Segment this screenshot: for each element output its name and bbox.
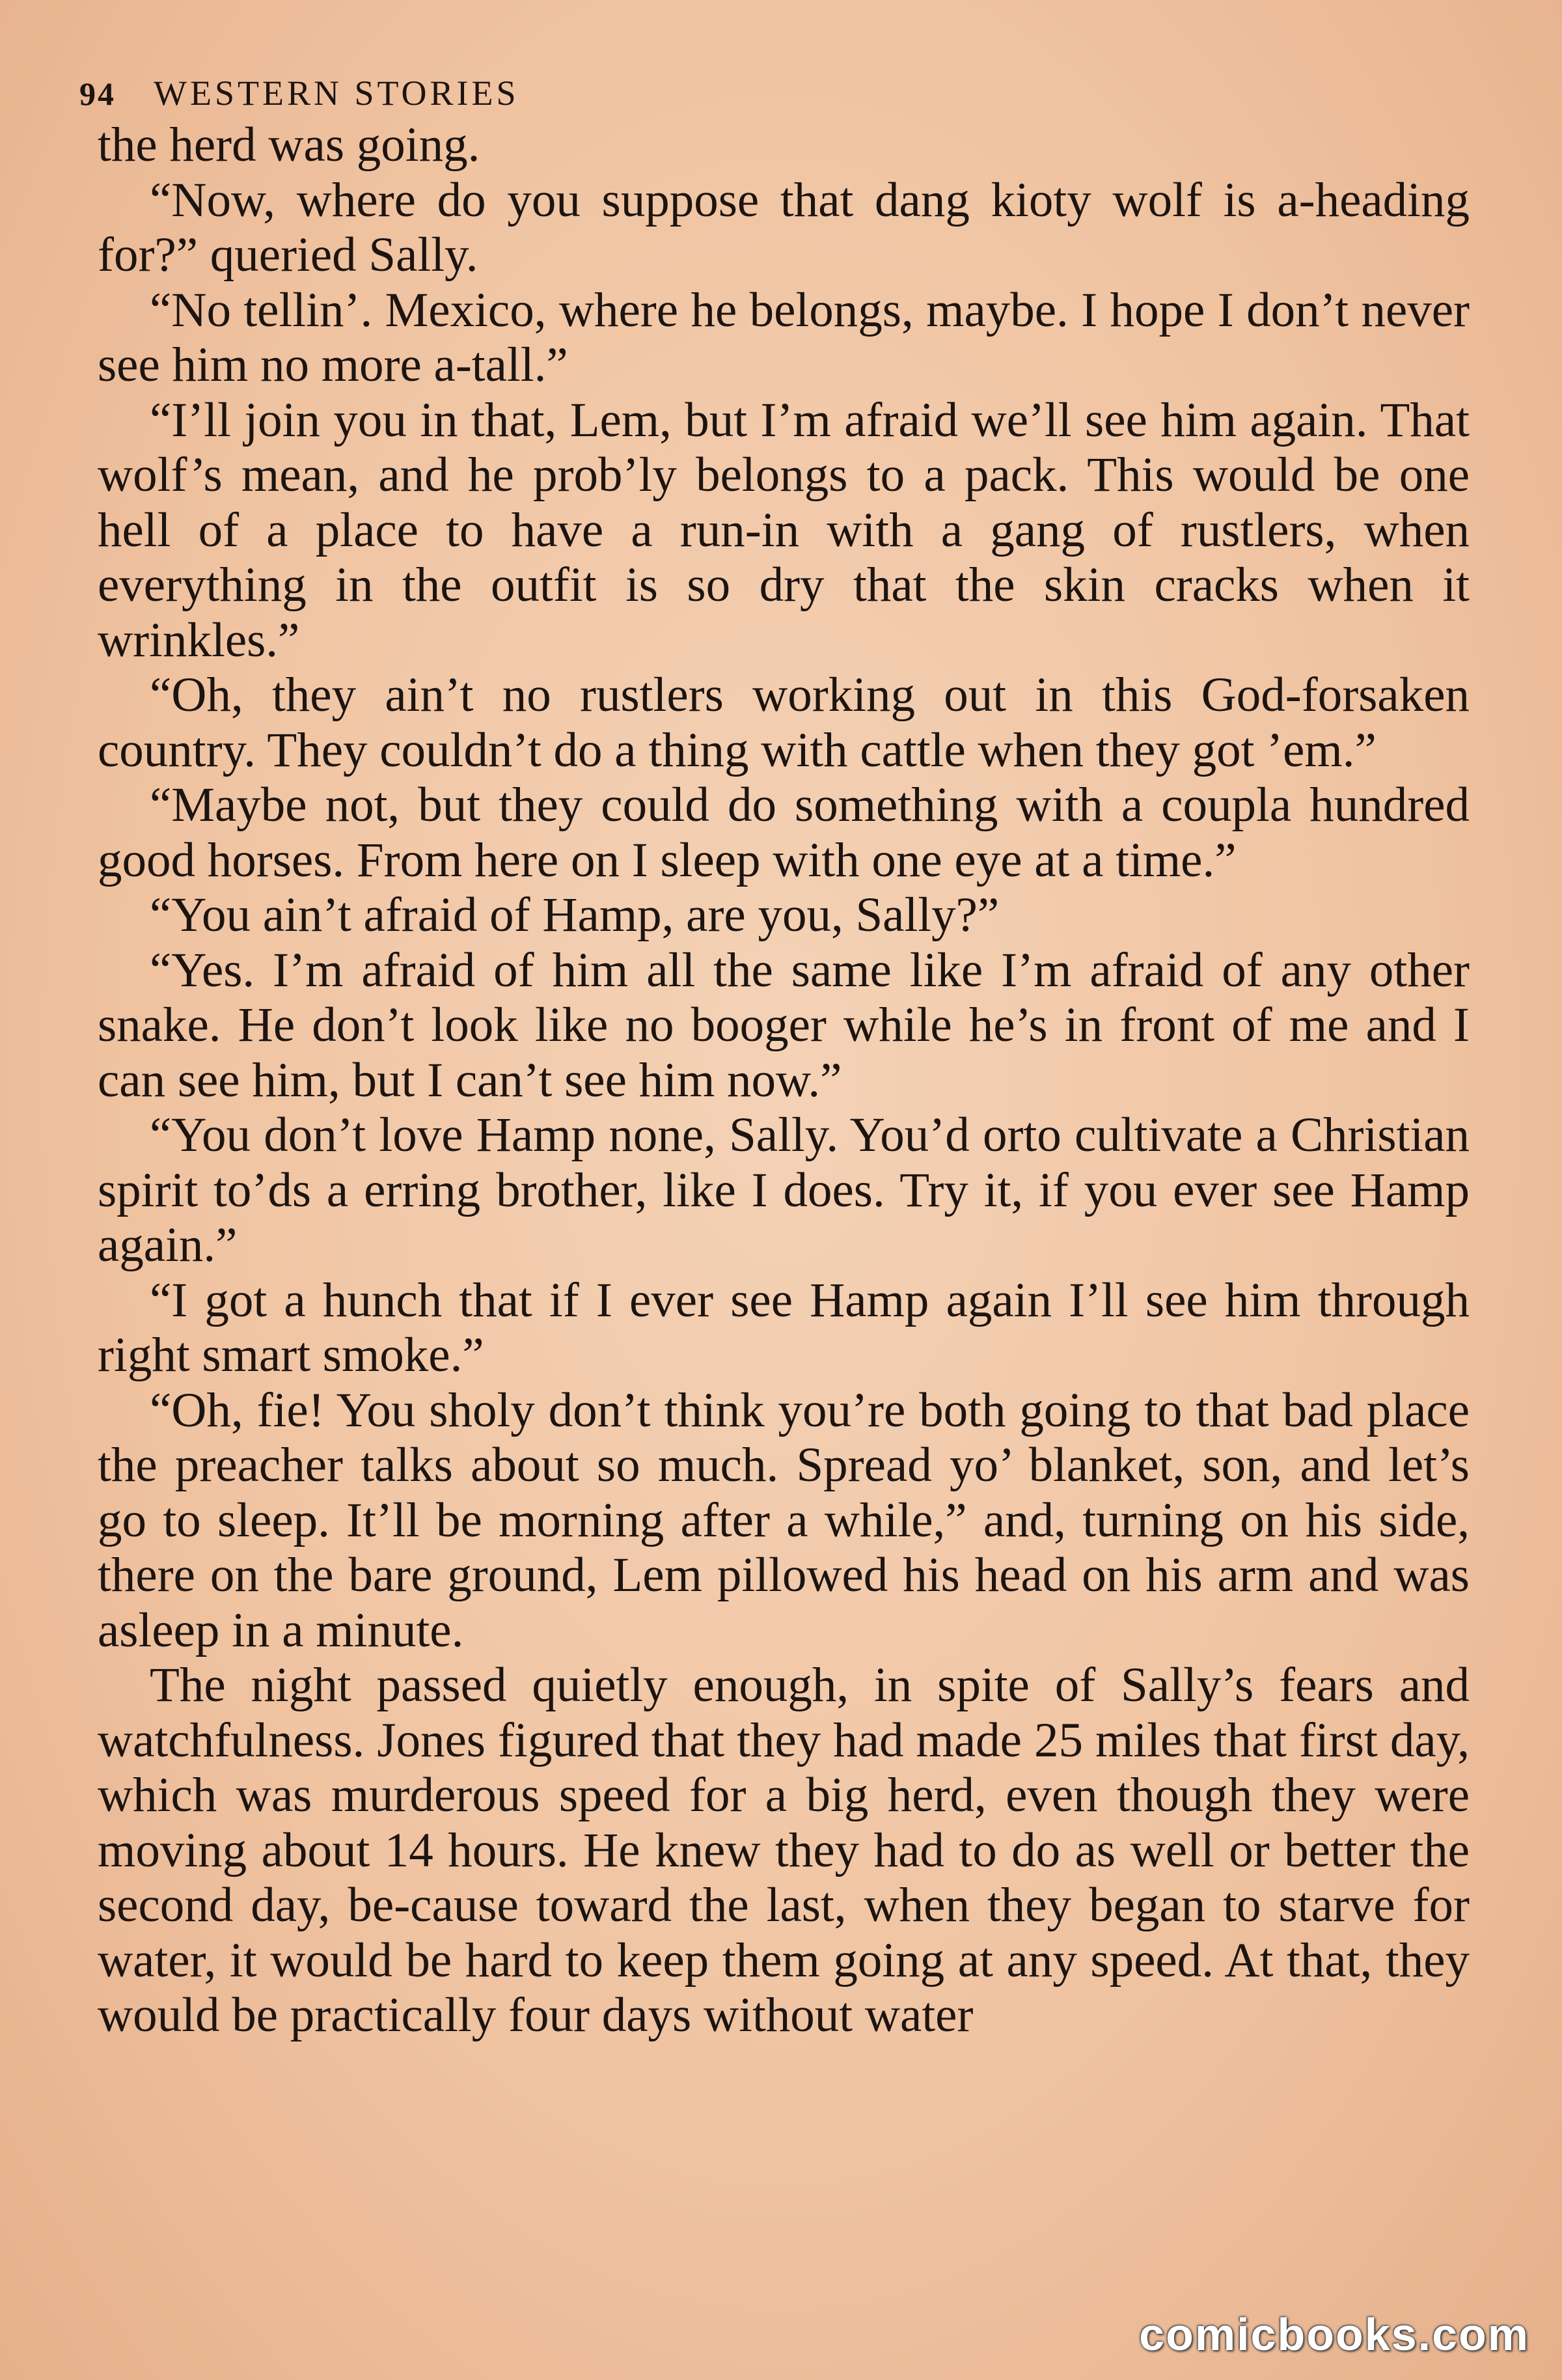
paragraph: “Maybe not, but they could do something with a coupla hundred good horses. From here on I sleep with one eye at a time.” — [98, 778, 1470, 887]
page-header — [79, 73, 519, 118]
page-number: 94 — [79, 76, 116, 112]
paragraph: “No tellin’. Mexico, where he belongs, maybe. I hope I don’t never see him no more a-tall.” — [98, 283, 1470, 392]
watermark: comicbooks.com — [1139, 2309, 1529, 2360]
paragraph: the herd was going. — [98, 118, 480, 172]
paragraph: “I’ll join you in that, Lem, but I’m afraid we’ll see him again. That wolf’s mean, and he prob’ly belongs to a pack. This would be one hell of a place to have a run-in with a gang of rustlers, when everything in the outfit is so dry that the skin cracks when it wrinkles.” — [98, 393, 1470, 667]
paragraph: “Oh, fie! You sholy don’t think you’re both going to that bad place the preacher talks about so much. Spread yo’ blanket, son, and let’s go to sleep. It’ll be morning after a while,” and, turning on his side, there on the bare ground, Lem pillowed his head on his arm and was asleep in a minute. — [98, 1383, 1470, 1657]
body-text — [98, 118, 1470, 2043]
paragraph: “You ain’t afraid of Hamp, are you, Sally?” — [150, 888, 1000, 942]
paragraph: “Yes. I’m afraid of him all the same like I’m afraid of any other snake. He don’t look like no booger while he’s in front of me and I can see him, but I can’t see him now.” — [98, 943, 1470, 1107]
paragraph: The night passed quietly enough, in spite of Sally’s fears and watchfulness. Jones figured that they had made 25 miles that first day, which was murderous speed for a big herd, even though they were moving about 14 hours. He knew they had to do as well or better the second day, be-cause toward the last, when they began to starve for water, it would be hard to keep them going at any speed. At that, they would be practically four days without water — [98, 1658, 1470, 2042]
paragraph: “I got a hunch that if I ever see Hamp again I’ll see him through right smart smoke.” — [98, 1273, 1470, 1382]
paragraph: “Now, where do you suppose that dang kioty wolf is a-heading for?” queried Sally. — [98, 173, 1470, 282]
running-head: WESTERN STORIES — [154, 74, 519, 113]
paragraph: “You don’t love Hamp none, Sally. You’d orto cultivate a Christian spirit to’ds a erring brother, like I does. Try it, if you ever see Hamp again.” — [98, 1108, 1470, 1272]
paragraph: “Oh, they ain’t no rustlers working out in this God-forsaken country. They couldn’t do a thing with cattle when they got ’em.” — [98, 668, 1470, 777]
